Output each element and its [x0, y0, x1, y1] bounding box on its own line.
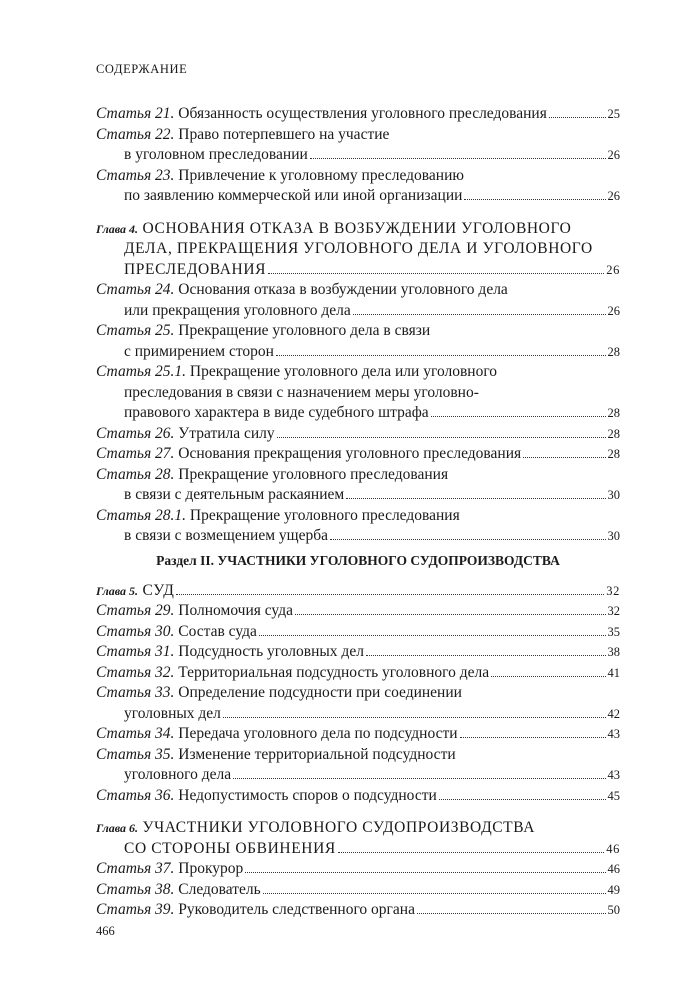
article-label: Статья 30.: [96, 622, 175, 640]
spacer: [96, 806, 620, 818]
entry-text: [96, 786, 437, 807]
spacer: [96, 207, 620, 219]
entry-title: СО СТОРОНЫ ОБВИНЕНИЯ: [124, 839, 336, 857]
entry-text: [124, 342, 274, 363]
entry-title: Основания отказа в возбуждении уголовного дела: [178, 281, 508, 298]
article-label: Статья 31.: [96, 643, 175, 660]
page-ref: 28: [607, 447, 620, 461]
entry-title: Определение подсудности при соединении: [178, 684, 462, 701]
running-header: СОДЕРЖАНИЕ: [96, 62, 188, 76]
page-ref: 30: [607, 488, 620, 502]
entry-title: Основания прекращения уголовного преследования: [178, 445, 522, 462]
toc-article-entry-line[interactable]: [96, 642, 620, 663]
page-ref: 45: [607, 788, 620, 803]
toc-article-entry-line[interactable]: [96, 506, 620, 527]
entry-title: Руководитель следственного органа: [178, 901, 415, 918]
dot-leader: [233, 778, 605, 779]
toc-article-entry-line[interactable]: [96, 444, 620, 465]
dot-leader: [439, 799, 606, 800]
entry-text: [96, 622, 257, 643]
toc-chapter-entry-line[interactable]: [96, 260, 620, 281]
entry-text: [96, 280, 508, 301]
article-label: Статья 25.1.: [96, 363, 187, 380]
page-ref: 35: [607, 624, 620, 639]
page-ref: 25: [607, 107, 620, 121]
toc-article-entry-line[interactable]: [96, 342, 620, 363]
entry-title: уголовных дел: [124, 704, 221, 722]
dot-leader: [417, 913, 606, 914]
entry-title: Территориальная подсудность уголовного дела: [178, 663, 490, 681]
entry-title: СУД: [142, 581, 175, 599]
page-ref: 26: [607, 189, 620, 203]
toc-article-entry-line[interactable]: [96, 301, 620, 322]
page-ref: 28: [607, 406, 620, 420]
toc-article-entry-line[interactable]: [96, 403, 620, 424]
toc-article-entry-line[interactable]: [96, 724, 620, 745]
entry-title: правового характера в виде судебного штрафа: [124, 404, 429, 421]
dot-leader: [245, 872, 605, 873]
page-ref: 28: [607, 344, 620, 359]
chapter-label: Глава 4.: [96, 221, 139, 236]
dot-leader: [366, 655, 606, 656]
entry-text: [124, 839, 336, 860]
dot-leader: [176, 594, 604, 595]
dot-leader: [346, 498, 605, 499]
entry-text: [124, 704, 221, 725]
article-label: Статья 38.: [96, 880, 175, 898]
article-label: Статья 36.: [96, 786, 175, 804]
entry-title: в связи с деятельным раскаянием: [124, 486, 345, 503]
dot-leader: [276, 355, 606, 356]
toc-article-entry-line[interactable]: [96, 745, 620, 766]
entry-text: [124, 383, 479, 404]
article-label: Статья 35.: [96, 745, 175, 763]
toc-chapter-entry-line[interactable]: [96, 839, 620, 860]
dot-leader: [310, 158, 606, 159]
toc-chapter-entry-line[interactable]: [96, 219, 620, 240]
entry-title: Недопустимость споров о подсудности: [178, 786, 437, 804]
entry-title: Прекращение уголовного дела или уголовного: [189, 363, 498, 380]
table-of-contents: [96, 104, 620, 921]
entry-title: ОСНОВАНИЯ ОТКАЗА В ВОЗБУЖДЕНИИ УГОЛОВНОГО: [142, 219, 572, 237]
entry-title: Изменение территориальной подсудности: [178, 745, 456, 763]
dot-leader: [268, 273, 604, 274]
page-ref: 43: [607, 727, 620, 741]
article-label: Статья 23.: [96, 166, 175, 184]
dot-leader: [259, 635, 606, 636]
toc-article-entry-line[interactable]: [96, 362, 620, 383]
entry-title: Подсудность уголовных дел: [178, 643, 364, 660]
entry-title: Прекращение уголовного преследования: [189, 506, 460, 524]
entry-text: [96, 581, 174, 602]
entry-text: [96, 362, 497, 383]
entry-text: [124, 765, 231, 786]
dot-leader: [277, 437, 606, 438]
entry-text: [124, 186, 462, 207]
entry-title: Обязанность осуществления уголовного преследования: [178, 105, 547, 122]
entry-text: [96, 818, 535, 839]
entry-title: Прокурор: [178, 860, 244, 877]
entry-text: [96, 900, 415, 921]
article-label: Статья 24.: [96, 281, 175, 298]
spacer: [96, 571, 620, 581]
page-ref: 26: [607, 148, 620, 162]
entry-title: по заявлению коммерческой или иной организации: [124, 187, 463, 204]
toc-article-entry-line[interactable]: [96, 104, 620, 125]
entry-title: ПРЕСЛЕДОВАНИЯ: [124, 260, 267, 278]
toc-article-entry-line[interactable]: [96, 601, 620, 622]
dot-leader: [464, 199, 605, 200]
article-label: Статья 22.: [96, 125, 175, 143]
toc-article-entry-line[interactable]: [96, 166, 620, 187]
entry-text: [96, 125, 389, 146]
toc-chapter-entry-line[interactable]: [96, 239, 620, 260]
toc-article-entry-line[interactable]: [96, 859, 620, 880]
page-ref: 46: [607, 862, 620, 876]
entry-title: Передача уголовного дела по подсудности: [178, 725, 458, 742]
entry-text: [96, 724, 458, 745]
toc-article-entry-line[interactable]: [96, 900, 620, 921]
section-heading: Раздел II. УЧАСТНИКИ УГОЛОВНОГО СУДОПРОИЗВОДСТВА: [156, 552, 560, 568]
page-ref: 41: [607, 665, 620, 680]
article-label: Статья 39.: [96, 901, 175, 918]
dot-leader: [431, 416, 606, 417]
page-ref: 26: [607, 303, 620, 318]
dot-leader: [263, 893, 606, 894]
toc-article-entry-line[interactable]: [96, 880, 620, 901]
article-label: Статья 28.: [96, 465, 175, 483]
chapter-label: Глава 5.: [96, 583, 139, 598]
entry-text: [96, 424, 275, 445]
article-label: Статья 21.: [96, 105, 175, 122]
toc-article-entry-line[interactable]: [96, 465, 620, 486]
entry-text: [96, 465, 448, 486]
dot-leader: [549, 117, 606, 118]
page-ref: 50: [607, 903, 620, 917]
toc-article-entry-line[interactable]: [96, 125, 620, 146]
toc-article-entry-line[interactable]: [96, 704, 620, 725]
entry-text: [96, 166, 464, 187]
entry-text: [96, 880, 261, 901]
entry-title: с примирением сторон: [124, 342, 274, 360]
dot-leader: [295, 614, 606, 615]
entry-title: Утратила силу: [178, 424, 275, 442]
entry-text: [96, 104, 547, 125]
entry-title: или прекращения уголовного дела: [124, 301, 351, 319]
page-ref: 32: [607, 604, 620, 618]
page-number: 466: [96, 924, 115, 938]
entry-text: [124, 260, 266, 281]
article-label: Статья 28.1.: [96, 506, 187, 524]
page-ref: 42: [607, 706, 620, 721]
dot-leader: [491, 676, 605, 677]
entry-text: [96, 663, 489, 684]
dot-leader: [338, 852, 604, 853]
entry-text: [96, 683, 462, 704]
entry-title: уголовного дела: [124, 766, 232, 783]
entry-title: Прекращение уголовного преследования: [178, 465, 449, 483]
toc-article-entry-line[interactable]: [96, 683, 620, 704]
entry-title: Состав суда: [178, 622, 257, 640]
article-label: Статья 32.: [96, 663, 175, 681]
article-label: Статья 29.: [96, 602, 175, 619]
toc-article-entry-line[interactable]: [96, 383, 620, 404]
entry-text: [124, 403, 429, 424]
toc-chapter-entry-line[interactable]: [96, 581, 620, 602]
dot-leader: [223, 717, 606, 718]
toc-chapter-entry-line[interactable]: [96, 818, 620, 839]
page-ref: 30: [607, 529, 620, 543]
toc-article-entry-line[interactable]: [96, 622, 620, 643]
entry-title: Право потерпевшего на участие: [178, 125, 390, 143]
toc-article-entry-line[interactable]: [96, 663, 620, 684]
entry-text: [124, 301, 351, 322]
entry-text: [96, 219, 571, 240]
toc-article-entry-line[interactable]: [96, 485, 620, 506]
page-ref: 26: [606, 262, 620, 277]
entry-text: [96, 321, 430, 342]
dot-leader: [460, 737, 606, 738]
entry-text: [96, 745, 456, 766]
toc-article-entry-line[interactable]: [96, 321, 620, 342]
page-ref: 32: [606, 583, 620, 598]
toc-article-entry-line[interactable]: [96, 280, 620, 301]
entry-title: преследования в связи с назначением меры уголовно-: [124, 383, 479, 401]
page-ref: 28: [607, 426, 620, 441]
entry-title: в связи с возмещением ущерба: [124, 527, 328, 544]
entry-text: [124, 526, 328, 547]
article-label: Статья 34.: [96, 725, 175, 742]
entry-title: Следователь: [178, 880, 261, 898]
dot-leader: [523, 457, 605, 458]
entry-text: [124, 145, 308, 166]
entry-title: Прекращение уголовного дела в связи: [178, 322, 431, 339]
page-ref: 38: [607, 645, 620, 659]
entry-title: УЧАСТНИКИ УГОЛОВНОГО СУДОПРОИЗВОДСТВА: [142, 819, 536, 836]
article-label: Статья 37.: [96, 860, 175, 877]
article-label: Статья 33.: [96, 684, 175, 701]
entry-text: [96, 601, 293, 622]
entry-title: в уголовном преследовании: [124, 146, 308, 163]
toc-article-entry-line[interactable]: [96, 186, 620, 207]
toc-article-entry-line[interactable]: [96, 765, 620, 786]
entry-text: [124, 239, 593, 260]
toc-article-entry-line[interactable]: [96, 526, 620, 547]
page-ref: 49: [607, 882, 620, 897]
page-ref: 43: [607, 768, 620, 782]
page-ref: 46: [606, 841, 620, 856]
entry-title: Полномочия суда: [178, 602, 293, 619]
dot-leader: [330, 539, 606, 540]
article-label: Статья 26.: [96, 424, 175, 442]
entry-title: ДЕЛА, ПРЕКРАЩЕНИЯ УГОЛОВНОГО ДЕЛА И УГОЛОВНОГО: [124, 240, 593, 257]
entry-text: [96, 444, 521, 465]
entry-text: [124, 485, 344, 506]
entry-text: [96, 859, 243, 880]
article-label: Статья 27.: [96, 445, 175, 462]
toc-article-entry-line[interactable]: [96, 145, 620, 166]
chapter-label: Глава 6.: [96, 821, 139, 835]
dot-leader: [353, 314, 606, 315]
entry-text: [96, 506, 460, 527]
toc-article-entry-line[interactable]: [96, 786, 620, 807]
toc-article-entry-line[interactable]: [96, 424, 620, 445]
entry-title: Привлечение к уголовному преследованию: [178, 166, 464, 184]
entry-text: [96, 642, 364, 663]
article-label: Статья 25.: [96, 322, 175, 339]
